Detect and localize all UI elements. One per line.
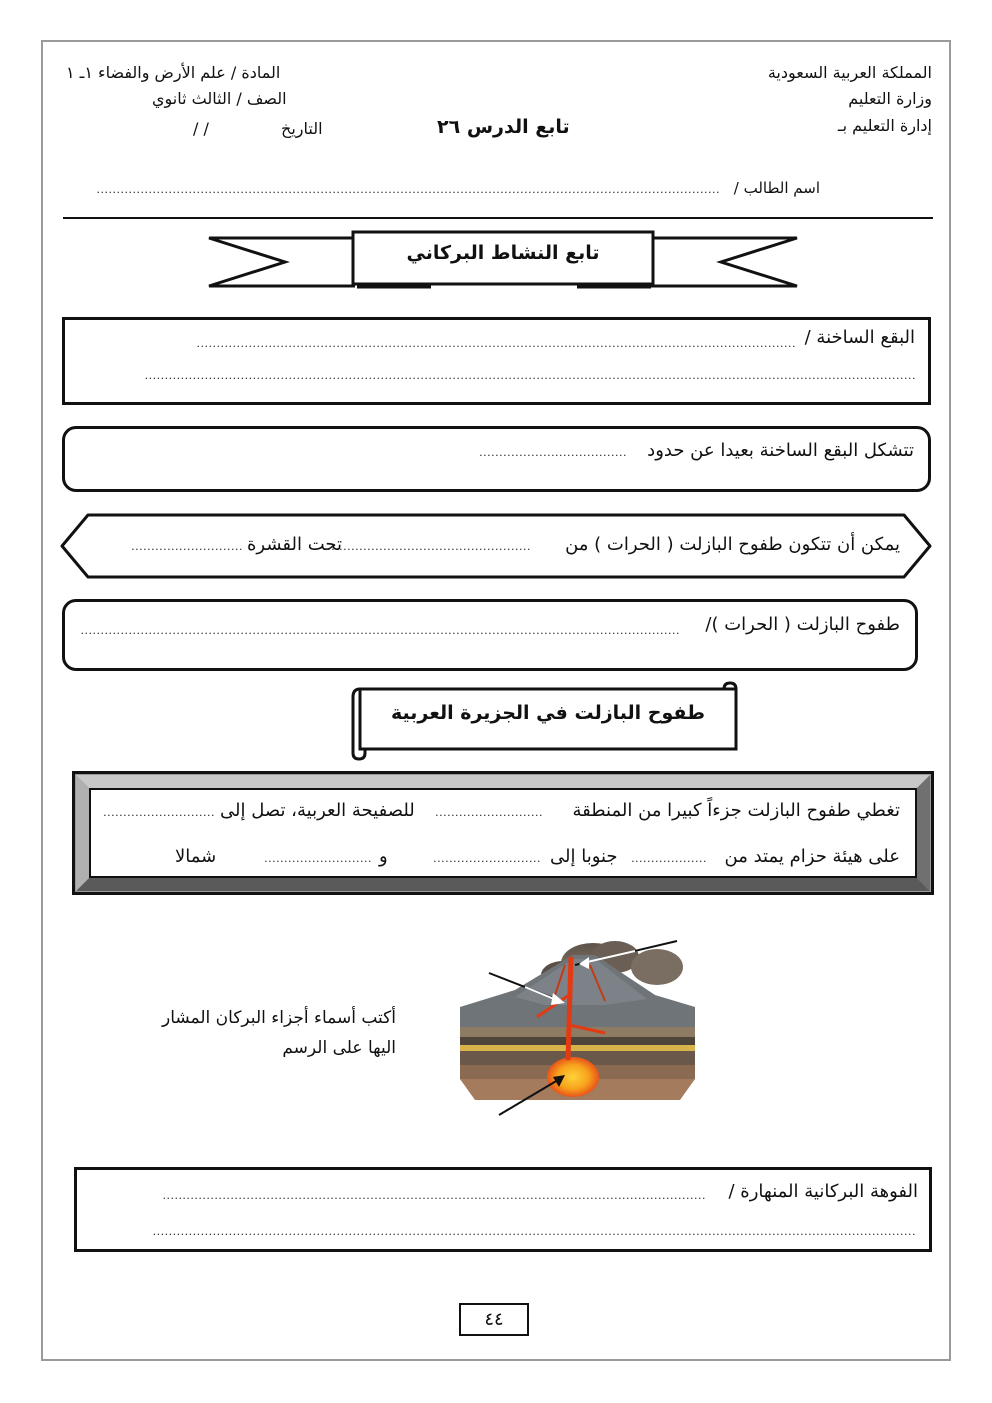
caldera-answer-2[interactable]: ............................................................................................................................................................................................... <box>152 1225 916 1238</box>
banner-2-title: طفوح البازلت في الجزيرة العربية <box>391 702 705 724</box>
hotspots-answer-1[interactable]: ...................................................................................................................................................... <box>196 337 796 350</box>
arabia-line2-text-a: على هيئة حزام يمتد من <box>724 846 900 867</box>
kingdom-label: المملكة العربية السعودية <box>767 63 932 82</box>
arabia-line2-answer-a[interactable]: ................... <box>631 852 707 865</box>
basalt-formation-text-a: يمكن أن تتكون طفوح البازلت ( الحرات ) من <box>565 534 900 555</box>
header-divider <box>63 217 933 219</box>
volcano-diagram <box>455 935 695 1120</box>
basalt-formation-answer-a[interactable]: ................................................... <box>327 540 531 553</box>
student-name-field[interactable]: ............................................................................................................................................................ <box>96 183 720 196</box>
basalt-formation-text-b: تحت القشرة <box>247 534 343 555</box>
date-field[interactable]: / / <box>193 119 209 138</box>
arabia-basalt-box <box>72 771 934 895</box>
hotspots-form-text: تتشكل البقع الساخنة بعيدا عن حدود <box>647 440 914 461</box>
ministry-label: وزارة التعليم <box>848 89 932 108</box>
hotspots-box <box>62 317 931 405</box>
basalt-formation-answer-b[interactable]: ............................ <box>131 540 243 553</box>
directorate-label: إدارة التعليم بـ <box>837 116 932 135</box>
arabia-line2-text-c: و <box>379 846 388 867</box>
hotspots-label: البقع الساخنة / <box>804 327 915 348</box>
basalt-definition-label: طفوح البازلت ( الحرات )/ <box>705 614 900 635</box>
arabia-line1-text-a: تغطي طفوح البازلت جزءاً كبيرا من المنطقة <box>572 800 900 821</box>
lesson-title: تابع الدرس ٢٦ <box>437 116 570 138</box>
subject-label: المادة / علم الأرض والفضاء ١ـ ١ <box>66 63 281 82</box>
arabia-line2-answer-c[interactable]: ........................... <box>264 852 372 865</box>
grade-label: الصف / الثالث ثانوي <box>152 89 287 108</box>
basalt-definition-answer[interactable]: ...................................................................................................................................................... <box>80 624 680 637</box>
arabia-line2-answer-b[interactable]: ........................... <box>433 852 541 865</box>
hotspots-form-answer[interactable]: ..................................... <box>479 446 627 459</box>
hotspots-answer-2[interactable]: ................................................................................................................................................................................................. <box>144 369 916 382</box>
banner-1-title: تابع النشاط البركاني <box>406 242 600 264</box>
date-label: التاريخ <box>281 119 323 138</box>
arabia-line1-answer-a[interactable]: ........................... <box>435 806 543 819</box>
volcano-task-line2: اليها على الرسم <box>282 1038 396 1058</box>
arabia-line2-text-b: جنوبا إلى <box>550 846 618 867</box>
caldera-box <box>74 1167 932 1252</box>
page-number: ٤٤ <box>459 1303 529 1336</box>
arabia-line1-text-b: للصفيحة العربية، تصل إلى <box>220 800 415 821</box>
arabia-line1-answer-b[interactable]: ............................ <box>103 806 215 819</box>
caldera-label: الفوهة البركانية المنهارة / <box>728 1181 918 1202</box>
student-name-label: اسم الطالب / <box>733 179 820 197</box>
caldera-answer-1[interactable]: ........................................................................................................................................ <box>162 1189 706 1202</box>
volcano-task-line1: أكتب أسماء أجزاء البركان المشار <box>161 1008 396 1028</box>
arabia-line2-text-d: شمالا <box>175 846 217 867</box>
